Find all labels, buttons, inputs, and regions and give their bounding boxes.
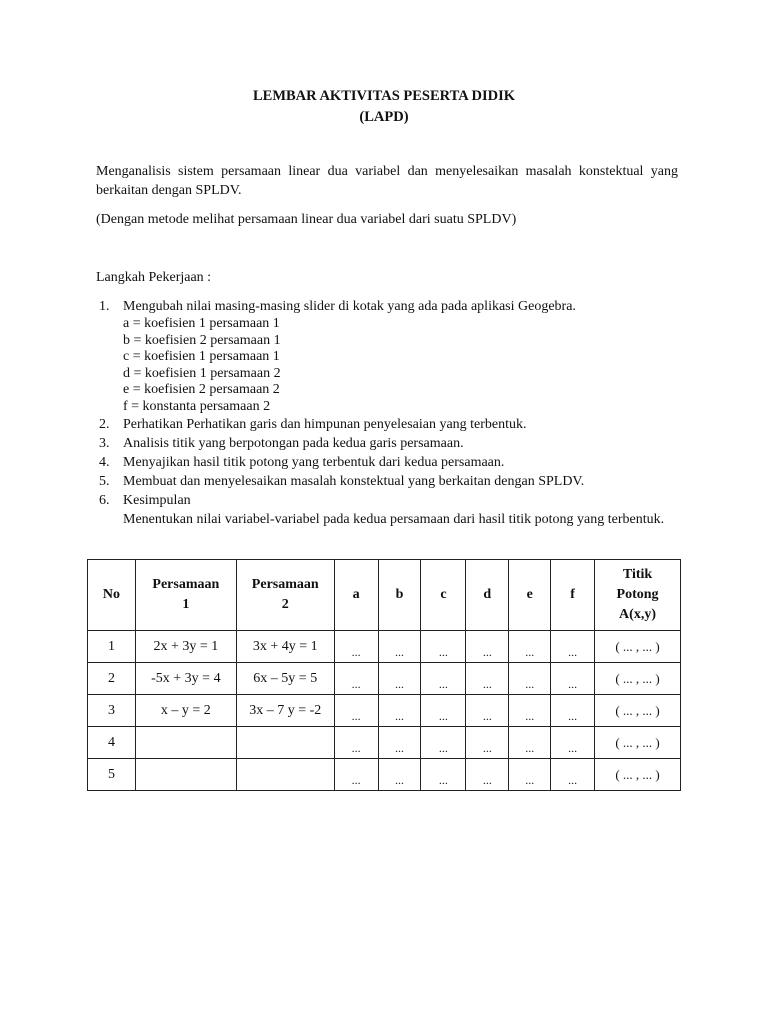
steps-list — [96, 297, 679, 529]
slider-definition: e = koefisien 2 persamaan 2 — [123, 382, 280, 397]
header-text: Persamaan — [152, 577, 220, 592]
step-number: 2. — [99, 417, 110, 432]
coefficient-c-cell: ... — [421, 727, 466, 759]
coefficient-d-cell: ... — [466, 759, 509, 791]
coefficient-d-cell: ... — [466, 631, 509, 663]
equation-1-cell — [135, 759, 236, 791]
slider-definition: d = koefisien 1 persamaan 2 — [123, 365, 281, 381]
intro-paragraph: Menganalisis sistem persamaan linear dua variabel dan menyelesaikan masalah konstektual yang berkaitan dengan SPLDV. — [96, 164, 678, 198]
step-number: 4. — [99, 455, 110, 470]
row-number: 4 — [88, 727, 136, 759]
coefficient-a-cell: ... — [334, 663, 378, 695]
row-number: 1 — [88, 631, 136, 663]
header-a: a — [334, 560, 378, 631]
header-text: Titik — [622, 567, 653, 582]
coefficient-e-cell: ... — [509, 695, 551, 727]
header-e: e — [509, 560, 551, 631]
equation-1-cell — [135, 727, 236, 759]
coefficient-b-cell: ... — [378, 663, 421, 695]
equation-2-cell — [236, 759, 334, 791]
step-text: Membuat dan menyelesaikan masalah konstektual yang berkaitan dengan SPLDV. — [123, 474, 585, 489]
header-d: d — [466, 560, 509, 631]
row-number: 3 — [88, 695, 136, 727]
slider-definition: b = koefisien 2 persamaan 1 — [123, 332, 281, 348]
step-number: 3. — [99, 436, 110, 451]
coefficient-d-cell: ... — [466, 695, 509, 727]
slider-definition: f = konstanta persamaan 2 — [123, 398, 271, 414]
slider-definition: a = koefisien 1 persamaan 1 — [123, 316, 280, 331]
table-row — [88, 727, 681, 759]
step-text: Mengubah nilai masing-masing slider di kotak yang ada pada aplikasi Geogebra. — [123, 299, 576, 314]
intersection-point-cell: ( ... , ... ) — [595, 759, 681, 791]
coefficient-c-cell: ... — [421, 759, 466, 791]
coefficient-f-cell: ... — [551, 695, 595, 727]
intersection-point-cell: ( ... , ... ) — [595, 727, 681, 759]
coefficient-a-cell: ... — [334, 727, 378, 759]
coefficient-d-cell: ... — [466, 727, 509, 759]
step-item — [96, 434, 679, 453]
coefficient-e-cell: ... — [509, 727, 551, 759]
coefficient-a-cell: ... — [334, 759, 378, 791]
coefficient-a-cell: ... — [334, 695, 378, 727]
equation-2-cell — [236, 727, 334, 759]
coefficient-c-cell: ... — [421, 631, 466, 663]
coefficient-e-cell: ... — [509, 631, 551, 663]
coefficient-f-cell: ... — [551, 663, 595, 695]
step-number: 6. — [99, 493, 110, 508]
equation-1-cell: 2x + 3y = 1 — [135, 631, 236, 663]
equation-1-cell: x – y = 2 — [135, 695, 236, 727]
table-row — [88, 759, 681, 791]
steps-heading: Langkah Pekerjaan : — [96, 270, 212, 285]
coefficient-b-cell: ... — [378, 631, 421, 663]
header-persamaan-1 — [135, 560, 236, 631]
step-text: Analisis titik yang berpotongan pada kedua garis persamaan. — [123, 436, 464, 451]
coefficient-f-cell: ... — [551, 727, 595, 759]
coefficient-a-cell: ... — [334, 631, 378, 663]
step-number: 5. — [99, 474, 110, 489]
coefficient-b-cell: ... — [378, 727, 421, 759]
header-no: No — [88, 560, 136, 631]
step-text: Kesimpulan — [123, 493, 191, 508]
equation-2-cell: 6x – 5y = 5 — [236, 663, 334, 695]
coefficient-e-cell: ... — [509, 759, 551, 791]
header-persamaan-2 — [236, 560, 334, 631]
intersection-point-cell: ( ... , ... ) — [595, 663, 681, 695]
header-text: Potong — [616, 587, 659, 602]
document-title — [0, 86, 768, 128]
title-line-1: LEMBAR AKTIVITAS PESERTA DIDIK — [252, 88, 516, 104]
step-text: Perhatikan Perhatikan garis dan himpunan penyelesaian yang terbentuk. — [123, 417, 527, 432]
method-note: (Dengan metode melihat persamaan linear dua variabel dari suatu SPLDV) — [96, 212, 517, 227]
results-table — [87, 559, 681, 791]
row-number: 5 — [88, 759, 136, 791]
header-c: c — [421, 560, 466, 631]
step-item — [96, 472, 679, 491]
header-text: 2 — [281, 597, 289, 612]
header-text: 1 — [182, 597, 190, 612]
header-f: f — [551, 560, 595, 631]
slider-definitions — [123, 316, 679, 415]
coefficient-c-cell: ... — [421, 695, 466, 727]
header-text: A(x,y) — [619, 607, 656, 622]
title-line-2: (LAPD) — [359, 109, 409, 125]
coefficient-b-cell: ... — [378, 695, 421, 727]
equation-2-cell: 3x + 4y = 1 — [236, 631, 334, 663]
table-row — [88, 631, 681, 663]
table-row — [88, 663, 681, 695]
equation-1-cell: -5x + 3y = 4 — [135, 663, 236, 695]
step-item — [96, 453, 679, 472]
row-number: 2 — [88, 663, 136, 695]
coefficient-e-cell: ... — [509, 663, 551, 695]
table-header-row — [88, 560, 681, 631]
table-row — [88, 695, 681, 727]
header-b: b — [378, 560, 421, 631]
conclusion-detail: Menentukan nilai variabel-variabel pada kedua persamaan dari hasil titik potong yang terbentuk. — [123, 512, 665, 527]
coefficient-f-cell: ... — [551, 631, 595, 663]
table-body — [88, 631, 681, 791]
step-item — [96, 415, 679, 434]
coefficient-b-cell: ... — [378, 759, 421, 791]
step-text: Menyajikan hasil titik potong yang terbentuk dari kedua persamaan. — [123, 455, 505, 470]
slider-definition: c = koefisien 1 persamaan 1 — [123, 349, 280, 364]
step-number: 1. — [99, 299, 110, 314]
coefficient-c-cell: ... — [421, 663, 466, 695]
step-item — [96, 491, 679, 529]
intersection-point-cell: ( ... , ... ) — [595, 631, 681, 663]
equation-2-cell: 3x – 7 y = -2 — [236, 695, 334, 727]
intersection-point-cell: ( ... , ... ) — [595, 695, 681, 727]
step-item — [96, 297, 679, 415]
coefficient-d-cell: ... — [466, 663, 509, 695]
coefficient-f-cell: ... — [551, 759, 595, 791]
header-titik-potong — [595, 560, 681, 631]
header-text: Persamaan — [251, 577, 319, 592]
